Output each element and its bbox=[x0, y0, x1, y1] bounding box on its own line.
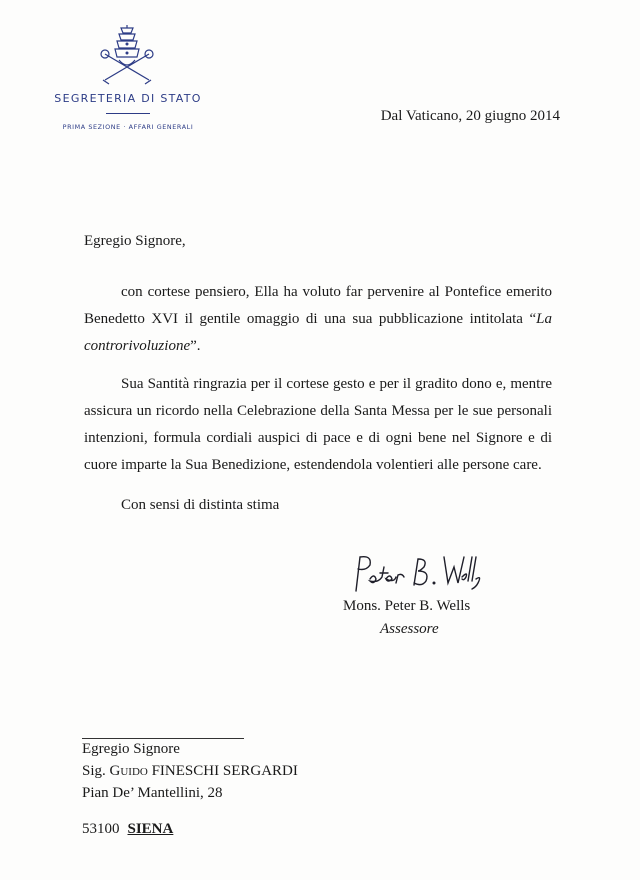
paragraph-1-end: ”. bbox=[190, 338, 201, 354]
recipient-city-line bbox=[82, 821, 173, 838]
letterhead-subtitle: PRIMA SEZIONE · AFFARI GENERALI bbox=[62, 123, 194, 131]
letterhead-title: SEGRETERIA DI STATO bbox=[54, 92, 202, 105]
recipient-street: Pian De’ Mantellini, 28 bbox=[82, 785, 223, 801]
postal-code: 53100 bbox=[82, 821, 120, 837]
recipient-prefix: Sig. bbox=[82, 763, 106, 779]
handwritten-signature bbox=[348, 553, 484, 593]
paragraph-1-text: con cortese pensiero, Ella ha voluto far pervenire al Pontefice emerito Benedetto XVI il gentile omaggio di una sua pubblicazione intitolata “ bbox=[84, 284, 552, 327]
address-salutation: Egregio Signore bbox=[82, 741, 180, 757]
papal-coat-of-arms-icon bbox=[95, 24, 159, 86]
publication-title: La controrivoluzione bbox=[84, 311, 552, 354]
recipient-name bbox=[82, 763, 298, 780]
closing-line: Con sensi di distinta stima bbox=[121, 497, 280, 513]
salutation: Egregio Signore, bbox=[84, 233, 186, 249]
recipient-city: SIENA bbox=[127, 821, 174, 837]
signer-name: Mons. Peter B. Wells bbox=[343, 598, 471, 614]
address-divider bbox=[82, 738, 244, 739]
letterhead-divider bbox=[106, 113, 150, 114]
signer-title: Assessore bbox=[380, 621, 439, 637]
recipient-given-name: Guido bbox=[109, 763, 148, 779]
date-line: Dal Vaticano, 20 giugno 2014 bbox=[380, 108, 560, 124]
recipient-surname: FINESCHI SERGARDI bbox=[151, 763, 298, 779]
body-paragraph-1 bbox=[84, 279, 552, 360]
body-paragraph-2: Sua Santità ringrazia per il cortese gesto e per il gradito dono e, mentre assicura un ricordo nella Celebrazione della Santa Messa per le sue personali intenzioni, formula cordiali auspici di pace e di ogni bene nel Signore e di cuore imparte la Sua Benedizione, estendendola volentieri alle persone care. bbox=[84, 376, 552, 473]
